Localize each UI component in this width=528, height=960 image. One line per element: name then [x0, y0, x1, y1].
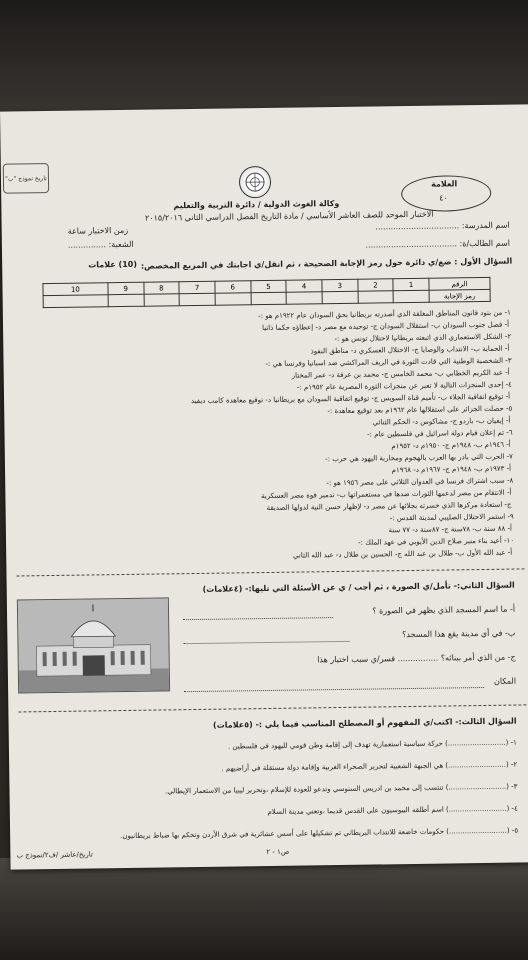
q1-option: أ- فصل جنوب السودان ب- استقلال السودان ج- توحيده مع مصر د- إعطاؤه حكما ذاتيا: [262, 320, 510, 333]
q1-option: ج- استعادة مركزها الذي خسرته بجلائها عن مصر د- لإظهار حسن النية لدولها الصديقة: [266, 500, 512, 513]
answer-line[interactable]: [184, 687, 484, 692]
answer-cell[interactable]: [108, 294, 144, 306]
q1-item: ٣- الشخصية الوطنية التي قادت الثورة في الريف المراكشي ضد اسبانيا وفرنسا هي :-: [265, 356, 512, 369]
q2-a: أ- ما اسم المسجد الذي يظهر في الصورة ؟: [372, 604, 516, 616]
section-divider: [17, 568, 525, 576]
answer-cell[interactable]: [251, 292, 287, 304]
answer-cell[interactable]: [179, 293, 215, 305]
page-number: ص١ - ٢: [266, 847, 290, 857]
table-num-1: 1: [393, 278, 429, 290]
exam-title: الاختبار الموحد للصف العاشر الأساسي / مادة التاريخ الفصل الدراسي الثاني ٢٠١٥/٢٠١٦: [144, 209, 434, 223]
q1-item: ٢- الشكل الاستعماري الذي اتبعته بريطانيا لاحتلال تونس هو :-: [334, 332, 512, 344]
table-label-ans: رمز الإجابة: [429, 289, 490, 302]
q2-b: ب- في أي مدينة يقع هذا المسجد؟: [402, 628, 516, 640]
q2-d: المكان: [493, 676, 517, 686]
section-divider: [18, 704, 526, 712]
q1-option: أ- توقيع اتفاقية الجلاء ب- تأميم قناة السويس ج- توقيع اتفاقية السودان مع بريطانيا د- توقيع معاهدة كامب ديفيد: [190, 392, 511, 406]
answer-line[interactable]: [183, 641, 349, 644]
un-logo-icon: [239, 166, 271, 198]
answer-cell[interactable]: [358, 291, 394, 303]
table-num-3: 3: [322, 279, 358, 291]
answer-cell[interactable]: [43, 295, 108, 308]
table-num-10: 10: [43, 283, 108, 296]
q1-option: أ- إيفيان ب- باردو ج- مشاكوس د- الحكم الثنائي: [372, 416, 511, 427]
grade-total: ٤٠: [439, 193, 448, 203]
q3-item: ١- (..........................) حركة سياسية استعمارية تهدف إلى إقامة وطن قومي لليهود في فلسطين .: [227, 738, 517, 751]
q1-option: أ- عبد الكريم الخطابي ب- محمد الخامس ج- محمد بن عرفة د- عمر المختار: [291, 368, 510, 380]
q1-item: ١- من بنود قانون المناطق المغلقة الذي أصدرته بريطانيا بحق السودان عام ١٩٢٢م هو :-: [258, 308, 511, 321]
background-top: [0, 0, 528, 115]
model-stamp: تاريخ نموذج "ب": [3, 163, 49, 194]
table-num-7: 7: [179, 281, 215, 293]
q3-item: ٤- (..........................) اسم أطلقه اليبوسيون على القدس قديما ،وتعني مدينة السلام: [267, 804, 518, 817]
q2-title: السؤال الثاني:- تأمل/ي الصورة ، ثم أجب / ي عن الأسئلة التي تليها:- (٤علامات): [202, 580, 515, 594]
q1-option: أ- ١٩٤٦م ب- ١٩٤٨م ج- ١٩٥٠م د- ١٩٥٢م: [391, 440, 511, 451]
section-label: الشعبة: ...............: [67, 239, 134, 250]
q3-item: ٢- (..........................) هي الجبهة الشعبية لتحرير الصحراء الغربية وإقامة دولة مستقلة في أراضيهم .: [221, 760, 518, 773]
answer-cell[interactable]: [286, 292, 322, 304]
table-num-8: 8: [143, 282, 179, 294]
q1-marks: (10) علامات: [88, 259, 138, 270]
q1-option: أ- الانتقام من مصر لدعمها الثورات ضدها في مستعمراتها ب- تدمير قوة مصر العسكرية: [260, 488, 512, 501]
footer-model: تاريخ/عاشر /ف٢/نموذج ب: [16, 850, 93, 860]
table-num-6: 6: [215, 281, 251, 293]
q1-option: أ- عبد الله الأول ب- طلال بن عبد الله ج- الحسين بن طلال د- عبد الله الثاني: [292, 548, 513, 560]
q1-item: ٥- حصلت الجزائر على استقلالها عام ١٩٦٢م بعد توقيع معاهدة :-: [327, 404, 513, 416]
q3-title: السؤال الثالث:- اكتب/ي المفهوم أو المصطلح المناسب فيما يلي :- (٥علامات): [212, 716, 517, 730]
q1-title: السؤال الأول : ضع/ي دائرة حول رمز الإجابة الصحيحة ، ثم انقل/ي اجابتك في المربع المخصص:: [140, 256, 513, 271]
q1-item: ١٠- أعيد بناء منبر صلاح الدين الأيوبي في عهد الملك :-: [358, 536, 515, 547]
table-num-5: 5: [250, 280, 286, 292]
exam-paper: [0, 104, 528, 869]
answer-cell[interactable]: [144, 294, 180, 306]
answer-line[interactable]: [183, 617, 333, 620]
time-label: زمن الاختبار ساعة: [67, 225, 129, 236]
answer-table: [42, 277, 490, 308]
answer-cell[interactable]: [393, 290, 429, 302]
answer-cell[interactable]: [322, 291, 358, 303]
background-bottom: [0, 858, 528, 960]
q1-item: ٩- استمر الاحتلال الصليبي لمدينة القدس :-: [389, 512, 514, 523]
agency-title: وكالة الغوث الدولية / دائرة التربية والتعليم: [173, 198, 340, 211]
q3-item: ٣- (..........................) تنتسب إلى محمد بن ادريس السنوسي وتدعو للعودة للإسلام ،وتحرير ليبيا من الاستعمار الإيطالي.: [164, 782, 518, 796]
q1-option: أ- ١٩٧٣م ب- ١٩٤٨م ج- ١٩٦٧م د- ١٩٦٨م: [391, 464, 512, 475]
grade-label: العلامة: [431, 179, 458, 189]
q1-item: ٧- الحرب التي بادر بها العرب بالهجوم ومحاربة اليهود هي حرب :-: [325, 452, 513, 464]
q2-c: ج- من الذي أمر ببنائه؟ ................ فسر/ي سبب اختيار هذا: [317, 652, 516, 665]
student-label: اسم الطالب/ة: ....................................: [365, 238, 510, 250]
answer-cell[interactable]: [215, 293, 251, 305]
school-label: اسم المدرسة: .................................: [375, 220, 510, 232]
table-num-2: 2: [358, 279, 394, 291]
q3-item: ٥- (..........................) حكومات خاضعة للانتداب البريطاني تم تشكيلها على أسس عشائرية في شرق الأردن وتحكم بها ضباط بريطانيون.: [120, 826, 519, 841]
table-num-4: 4: [286, 280, 322, 292]
q1-item: ٤- إحدى المنجزات التالية لا تعبر عن منجزات الثورة المصرية عام ١٩٥٢م :-: [296, 380, 512, 392]
table-num-9: 9: [108, 282, 144, 294]
table-label-num: الرقم: [429, 277, 490, 290]
q1-option: أ- الحماية ب- الانتداب والوصايا ج- الاحتلال العسكري د- مناطق النفوذ: [310, 344, 510, 356]
q1-item: ٨- سبب اشتراك فرنسا في العدوان الثلاثي على مصر ١٩٥٦ هو :-: [326, 476, 514, 488]
dome-of-rock-photo: [17, 597, 170, 693]
q1-option: أ- ٨٨ سنة ب- ٧٨سنة ج- ٨٧سنة د- ٧٧ سنة: [388, 524, 512, 535]
q1-item: ٦- تم إعلان قيام دولة اسرائيل في فلسطين عام :-: [367, 428, 513, 439]
